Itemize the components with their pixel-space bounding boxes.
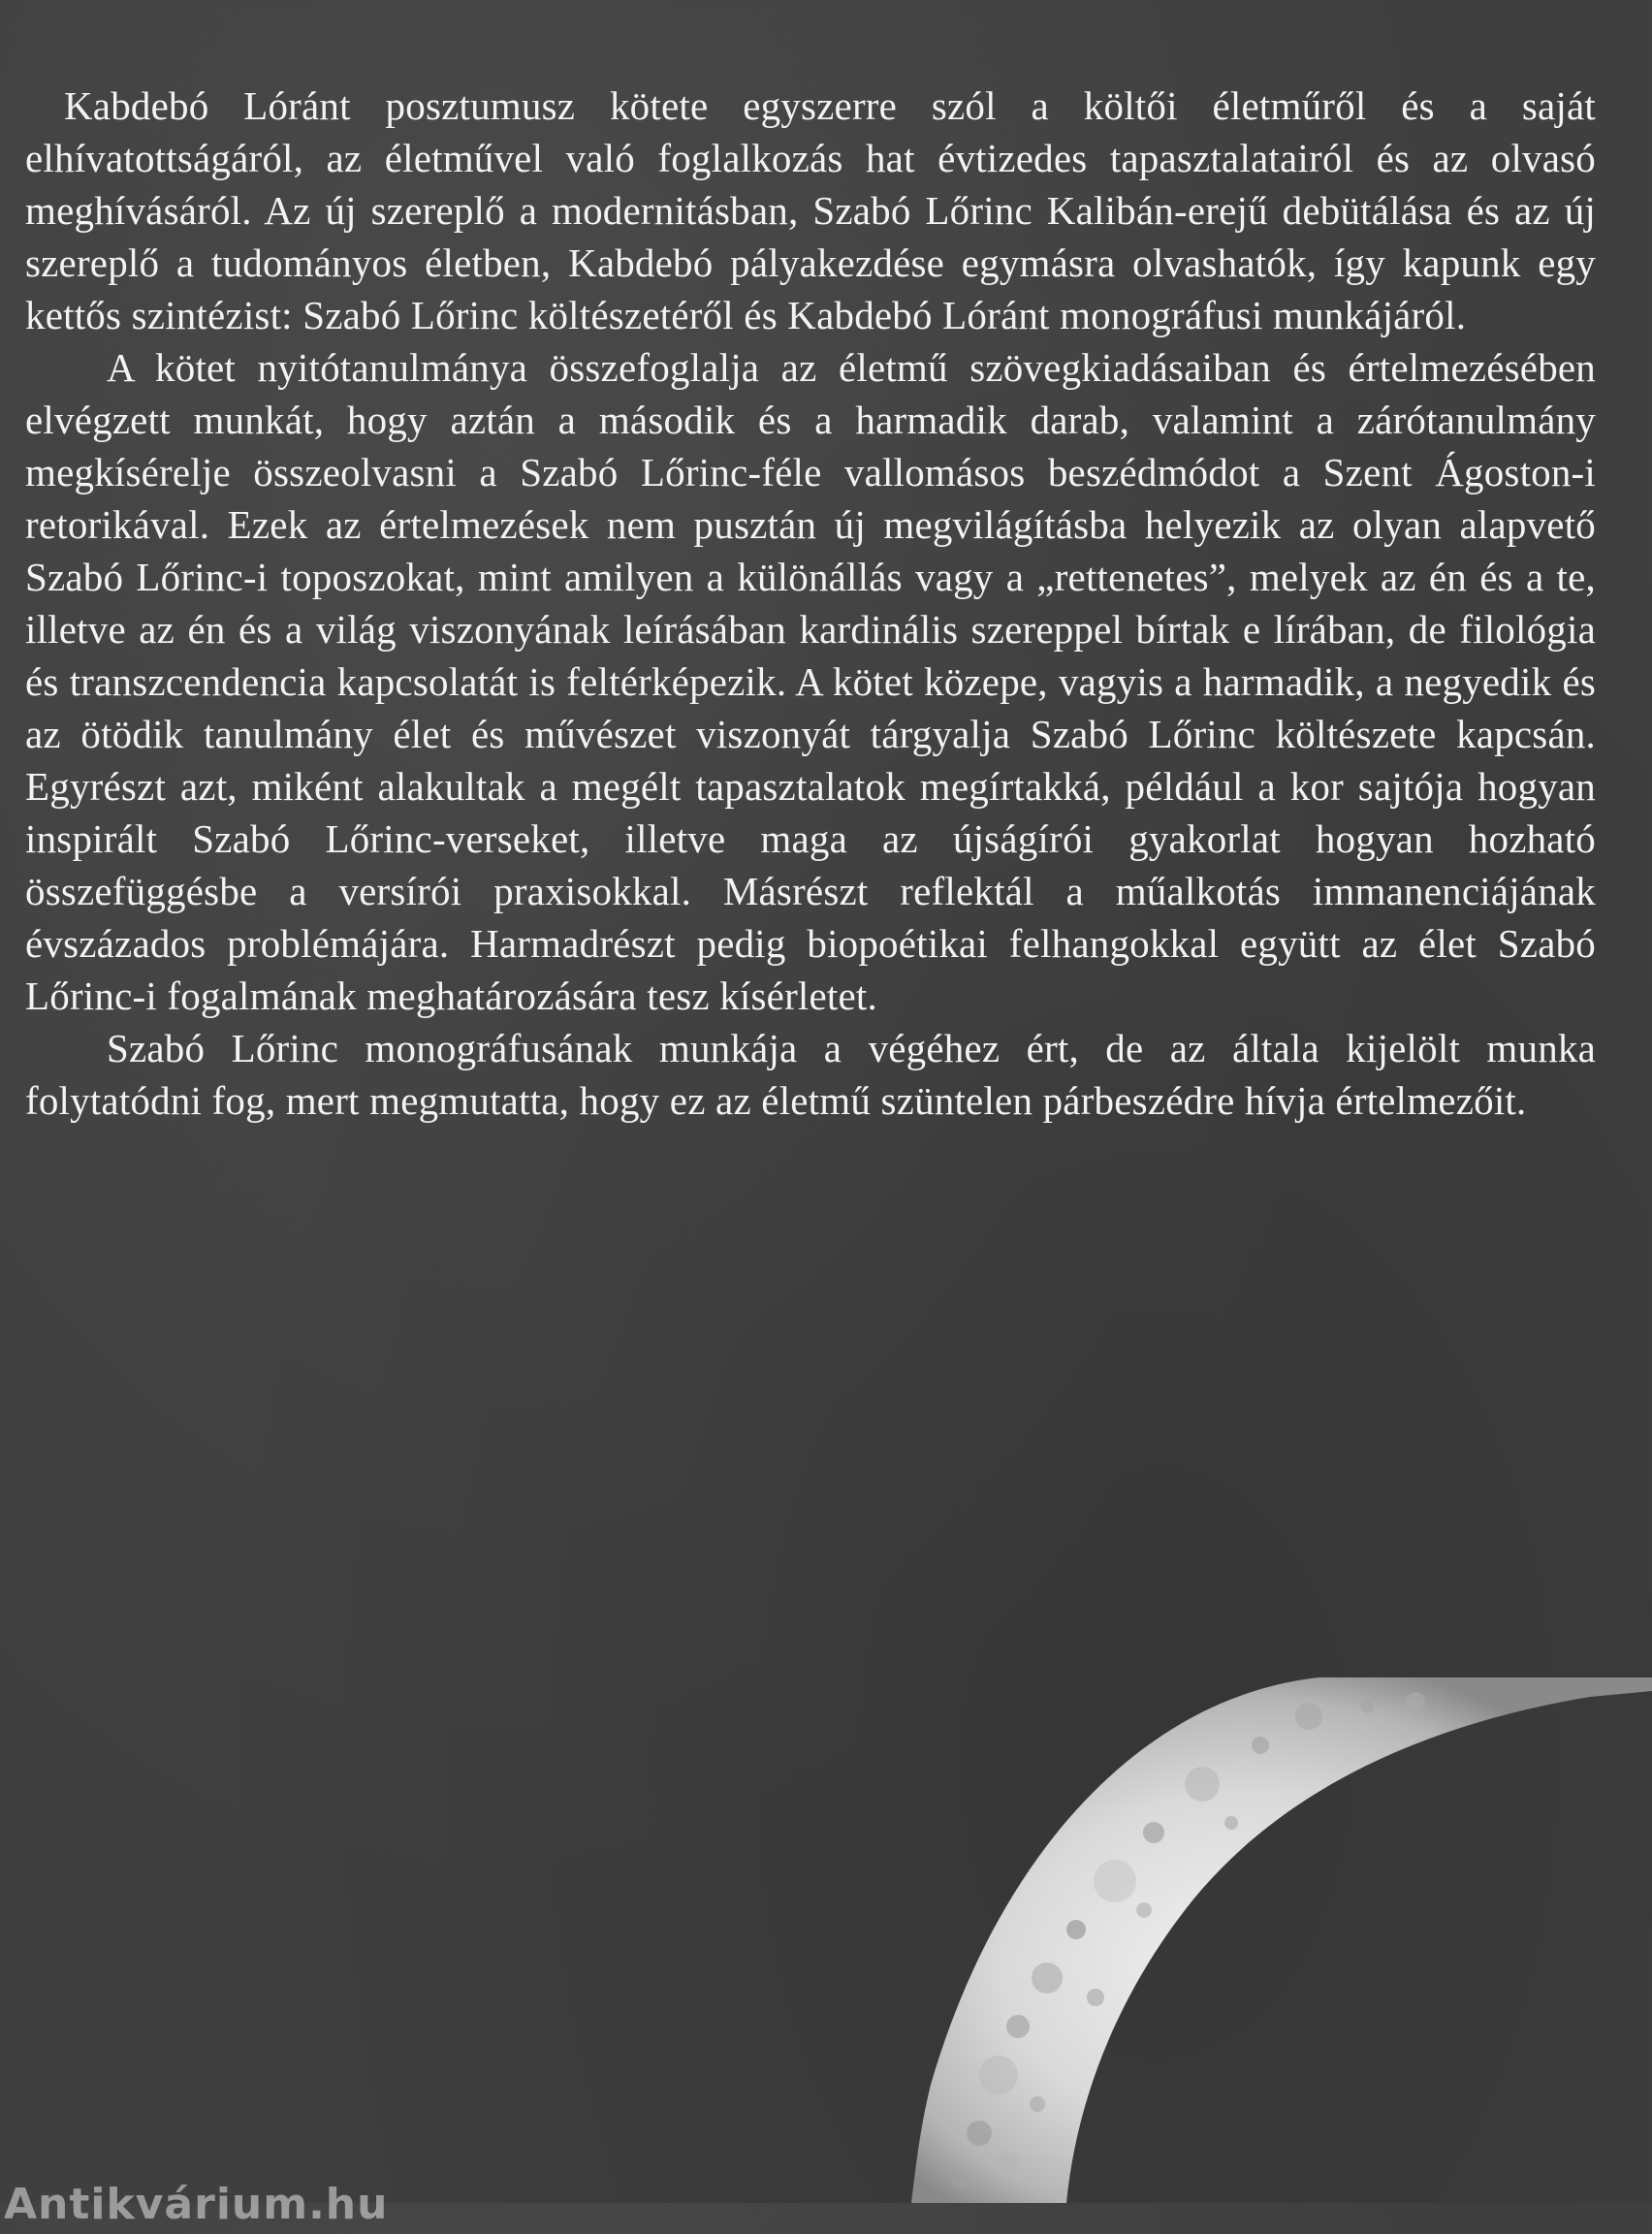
moon-icon bbox=[911, 1677, 1652, 2203]
blurb-paragraph-2: A kötet nyitótanulmánya összefoglalja az életmű szövegkiadásaiban és értelmezésében elvégzett munkát, hogy aztán a második és a harmadik darab, valamint a zárótanulmány megkísérelje összeolvasni a Szabó Lőrinc-féle vallomásos beszédmódot a Szent Ágoston-i retorikával. Ezek az értelmezések nem pusztán új megvilágításba helyezik az olyan alapvető Szabó Lőrinc-i toposzokat, mint amilyen a különállás vagy a „rettenetes”, melyek az én és a te, illetve az én és a világ viszonyának leírásában kardinális szereppel bírtak e lírában, de filológia és transzcendencia kapcsolatát is feltérképezik. A kötet közepe, vagyis a harmadik, a negyedik és az ötödik tanulmány élet és művészet viszonyát tárgyalja Szabó Lőrinc költészete kapcsán. Egyrészt azt, miként alakultak a megélt tapasztalatok megírtakká, például a kor sajtója hogyan inspirált Szabó Lőrinc-verseket, illetve maga az újságírói gyakorlat hogyan hozható összefüggésbe a versírói praxisokkal. Másrészt reflektál a műalkotás immanenciájának évszázados problémájára. Harmadrészt pedig biopoétikai felhangokkal együtt az élet Szabó Lőrinc-i fogalmának meghatározására tesz kísérletet. bbox=[25, 345, 1596, 1018]
crescent-moon-image bbox=[911, 1677, 1652, 2203]
blurb-text bbox=[25, 80, 1596, 1127]
watermark-text: Antikvárium.hu bbox=[4, 2180, 389, 2229]
blurb-paragraph-1: Kabdebó Lóránt posztumusz kötete egyszerre szól a költői életműről és a saját elhívatottságáról, az életművel való foglalkozás hat évtizedes tapasztalatairól és az olvasó meghívásáról. Az új szereplő a modernitásban, Szabó Lőrinc Kalibán-erejű debütálása és az új szereplő a tudományos életben, Kabdebó pályakezdése egymásra olvashatók, így kapunk egy kettős szintézist: Szabó Lőrinc költészetéről és Kabdebó Lóránt monográfusi munkájáról. bbox=[25, 83, 1596, 337]
blurb-paragraph-3: Szabó Lőrinc monográfusának munkája a végéhez ért, de az általa kijelölt munka folytatódni fog, mert megmutatta, hogy ez az életmű szüntelen párbeszédre hívja értelmezőit. bbox=[25, 1026, 1596, 1123]
